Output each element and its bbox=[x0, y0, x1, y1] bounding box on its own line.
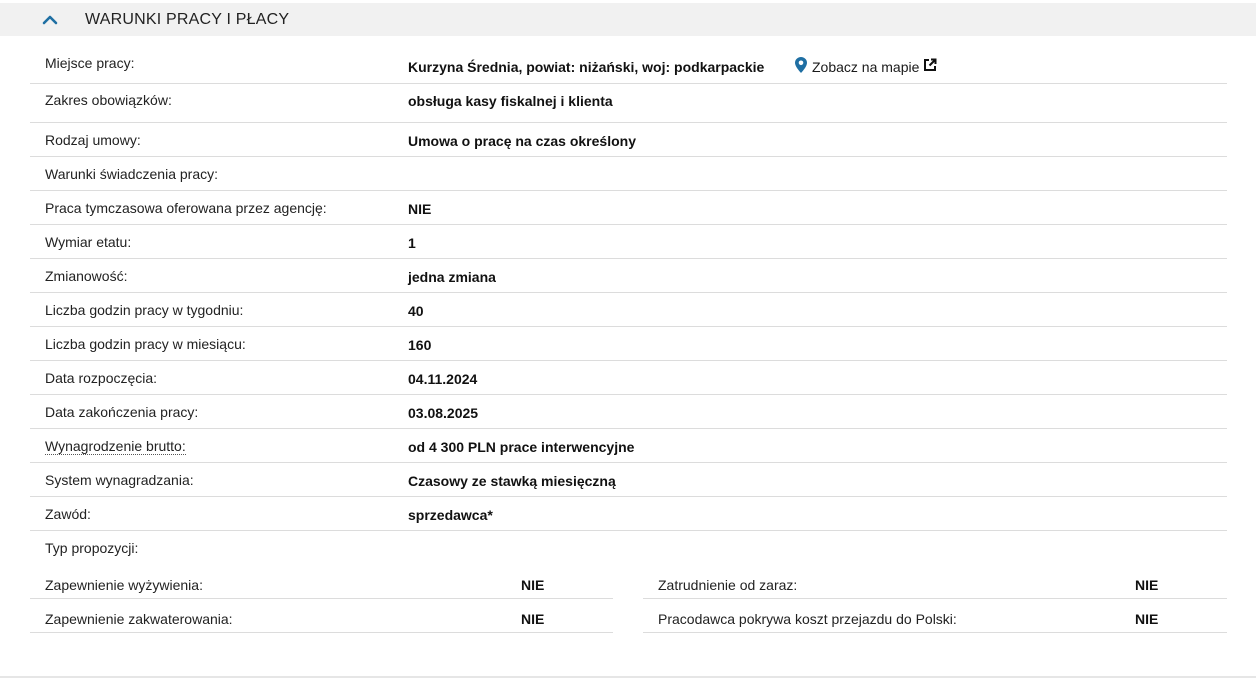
proposal-type-label: Typ propozycji: bbox=[45, 540, 139, 556]
table-row bbox=[30, 395, 1227, 429]
row-label: System wynagradzania: bbox=[45, 472, 194, 488]
row-value: Czasowy ze stawką miesięczną bbox=[408, 473, 616, 489]
row-label: Zapewnienie zakwaterowania: bbox=[45, 611, 233, 627]
row-value: obsługa kasy fiskalnej i klienta bbox=[408, 93, 613, 109]
salary-tooltip-label[interactable]: Wynagrodzenie brutto: bbox=[45, 438, 186, 454]
row-label: Zawód: bbox=[45, 506, 91, 522]
table-row bbox=[30, 259, 1227, 293]
row-value: 1 bbox=[408, 235, 416, 251]
row-label: Data rozpoczęcia: bbox=[45, 370, 158, 386]
row-label: Warunki świadczenia pracy: bbox=[45, 166, 218, 182]
row-value: 40 bbox=[408, 303, 424, 319]
row-label: Zapewnienie wyżywienia: bbox=[45, 577, 203, 593]
row-value: NIE bbox=[408, 201, 432, 217]
conditions-table bbox=[30, 46, 1227, 531]
row-label: Liczba godzin pracy w miesiącu: bbox=[45, 336, 246, 352]
row-value: sprzedawca* bbox=[408, 507, 493, 523]
table-row bbox=[643, 599, 1227, 633]
row-value: Umowa o pracę na czas określony bbox=[408, 133, 636, 149]
row-value: NIE bbox=[521, 611, 545, 627]
table-row bbox=[30, 599, 613, 633]
table-row bbox=[30, 123, 1227, 157]
row-label: Zakres obowiązków: bbox=[45, 92, 172, 108]
row-label: Wymiar etatu: bbox=[45, 234, 132, 250]
table-row bbox=[30, 327, 1227, 361]
row-label: Zmianowość: bbox=[45, 268, 128, 284]
section-title: WARUNKI PRACY I PŁACY bbox=[85, 10, 290, 28]
row-label: Praca tymczasowa oferowana przez agencję: bbox=[45, 200, 327, 216]
row-value: NIE bbox=[521, 577, 545, 593]
external-link-icon bbox=[923, 58, 937, 75]
table-row bbox=[30, 497, 1227, 531]
table-row bbox=[643, 565, 1227, 599]
row-label: Rodzaj umowy: bbox=[45, 132, 141, 148]
row-value: 04.11.2024 bbox=[408, 371, 478, 387]
row-label: Data zakończenia pracy: bbox=[45, 404, 199, 420]
table-row bbox=[30, 429, 1227, 463]
row-value: 03.08.2025 bbox=[408, 405, 479, 421]
table-row bbox=[30, 84, 1227, 123]
table-row bbox=[30, 361, 1227, 395]
row-label: Pracodawca pokrywa koszt przejazdu do Polski: bbox=[658, 611, 957, 627]
row-value: NIE bbox=[1135, 577, 1159, 593]
section-header[interactable] bbox=[0, 3, 1256, 36]
table-row bbox=[30, 225, 1227, 259]
table-row bbox=[30, 463, 1227, 497]
table-row bbox=[30, 157, 1227, 191]
row-value: 160 bbox=[408, 337, 432, 353]
map-pin-icon bbox=[794, 56, 808, 77]
table-row bbox=[30, 46, 1227, 84]
table-row bbox=[30, 293, 1227, 327]
row-label: Zatrudnienie od zaraz: bbox=[658, 577, 798, 593]
row-label: Miejsce pracy: bbox=[45, 55, 135, 71]
table-row bbox=[30, 191, 1227, 225]
row-value: NIE bbox=[1135, 611, 1159, 627]
table-row bbox=[30, 565, 613, 599]
row-value: jedna zmiana bbox=[408, 269, 496, 285]
row-value: Kurzyna Średnia, powiat: niżański, woj: podkarpackie bbox=[408, 59, 765, 75]
row-value: od 4 300 PLN prace interwencyjne bbox=[408, 439, 635, 455]
row-label: Liczba godzin pracy w tygodniu: bbox=[45, 302, 244, 318]
map-link[interactable] bbox=[794, 56, 937, 77]
chevron-up-icon[interactable] bbox=[41, 14, 59, 26]
map-link-label: Zobacz na mapie bbox=[812, 58, 920, 75]
